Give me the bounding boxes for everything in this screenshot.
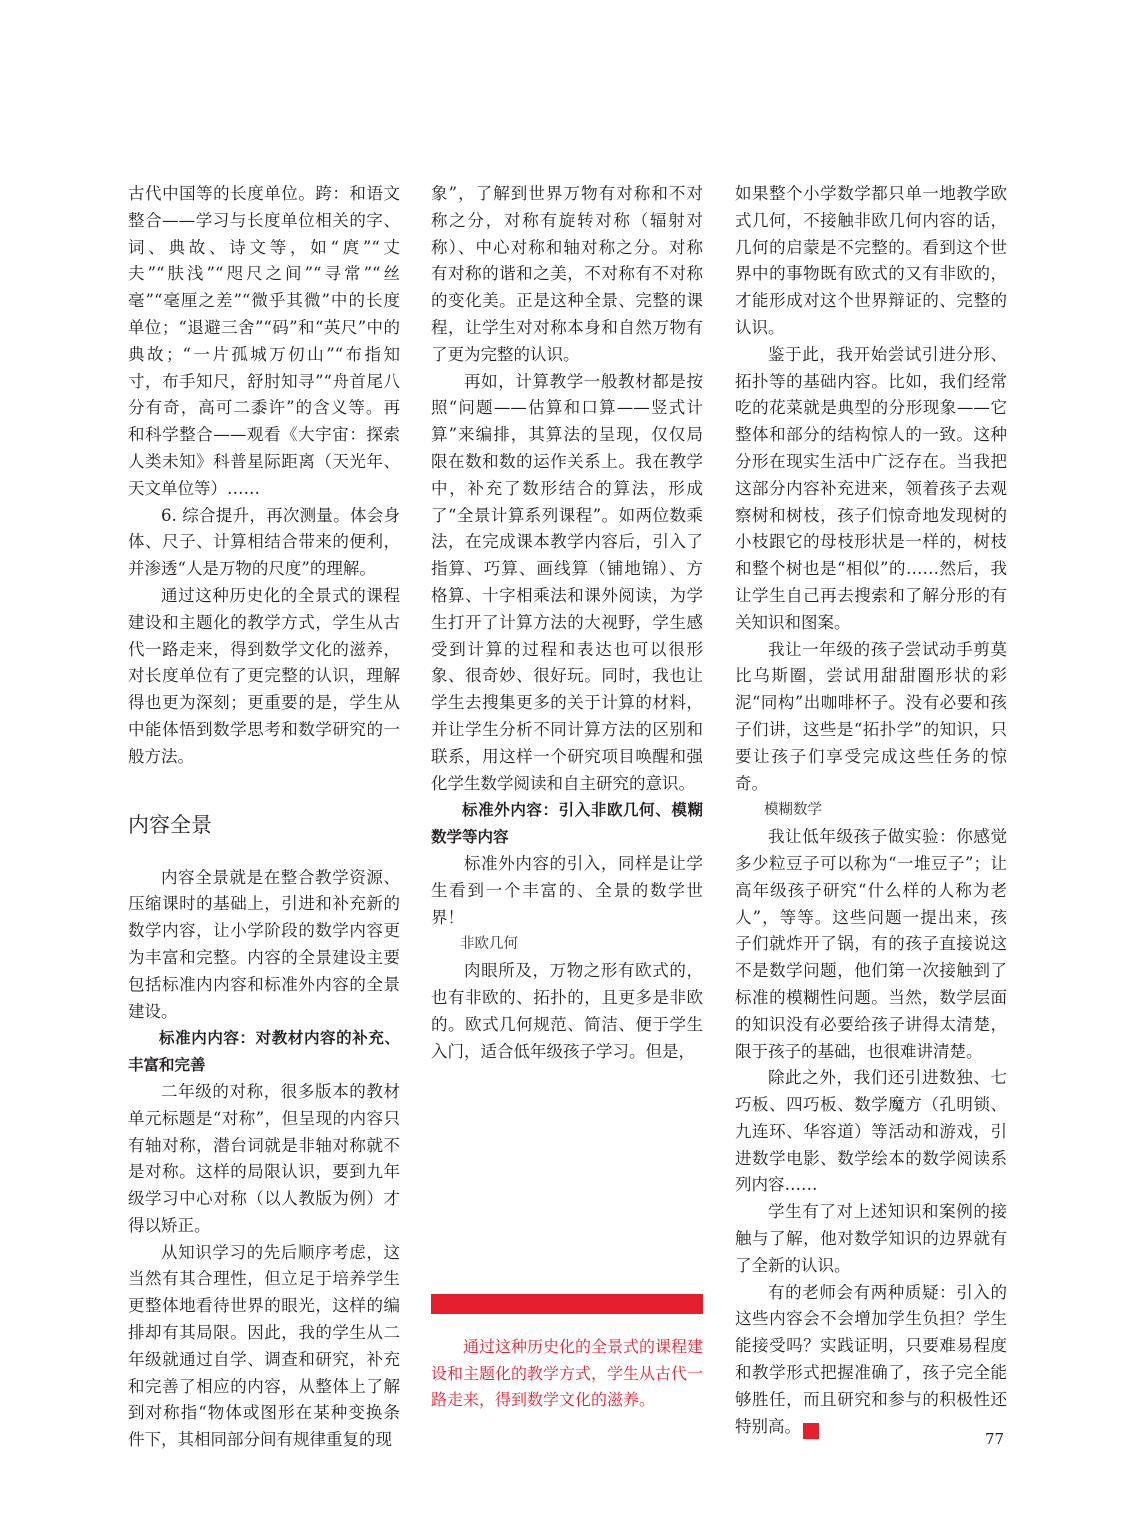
paragraph: 标准外内容的引入，同样是让学生看到一个丰富的、全景的数学世界！ (431, 853, 703, 927)
paragraph: 我让一年级的孩子尝试动手剪莫比乌斯圈，尝试用甜甜圈形状的彩泥“同构”出咖啡杯子。没有必要和孩子们讲，这些是“拓扑学”的知识，只要让孩子们享受完成这些任务的惊奇。 (735, 639, 1007, 793)
article-column-1 (128, 181, 400, 1454)
paragraph: 鉴于此，我开始尝试引进分形、拓扑等的基础内容。比如，我们经常吃的花菜就是典型的分形现象——它整体和部分的结构惊人的一致。这种分形在现实生活中广泛存在。当我把这部分内容补充进来，领着孩子去观察树和树枝，孩子们惊奇地发现树的小枝跟它的母枝形状是一样的，树枝和整个树也是“相似”的……然后，我让学生自己再去搜索和了解分形的有关知识和图案。 (735, 344, 1007, 632)
paragraph: 从知识学习的先后顺序考虑，这当然有其合理性，但立足于培养学生更整体地看待世界的眼光，这样的编排却有其局限。因此，我的学生从二年级就通过自学、调查和研究，补充和完善了相应的内容，从整体上了解到对称指“物体或图形在某种变换条件下，其相同部分间有规律重复的现 (128, 1242, 400, 1450)
paragraph: 学生有了对上述知识和案例的接触与了解，他对数学知识的边界就有了全新的认识。 (735, 1202, 1007, 1275)
paragraph: 如果整个小学数学都只单一地教学欧式几何，不接触非欧几何内容的话，几何的启蒙是不完整的。看到这个世界中的事物既有欧式的又有非欧的，才能形成对这个世界辩证的、完整的认识。 (735, 184, 1007, 337)
article-column-3 (735, 181, 1007, 1440)
paragraph: 肉眼所及，万物之形有欧式的，也有非欧的、拓扑的，且更多是非欧的。欧式几何规范、简洁、便于学生入门，适合低年级孩子学习。但是， (431, 961, 703, 1061)
paragraph: 古代中国等的长度单位。跨：和语文整合——学习与长度单位相关的字、词、典故、诗文等，如“庹”“丈夫”“肤浅”“咫尺之间”“寻常”“丝毫”“毫厘之差”“微乎其微”中的长度单位；“退避三舍”“码”和“英尺”中的典故；“一片孤城万仞山”“布指知寸，布手知尺，舒肘知寻”“舟首尾八分有奇，高可二黍许”的含义等。再和科学整合——观看《大宇宙：探索人类未知》科普星际距离（天光年、天文单位等）…… (128, 184, 400, 498)
minor-heading: 非欧几何 (460, 936, 518, 953)
paragraph: 内容全景就是在整合教学资源、压缩课时的基础上，引进和补充新的数学内容，让小学阶段的数学内容更为丰富和完整。内容的全景建设主要包括标准内内容和标准外内容的全景建设。 (128, 867, 400, 1021)
paragraph: 再如，计算教学一般教材都是按照“问题——估算和口算——竖式计算”来编排，其算法的呈现，仅仅局限在数和数的运作关系上。我在教学中，补充了数形结合的算法，形成了“全景计算系列课程”。如两位数乘法，在完成课本教学内容后，引入了指算、巧算、画线算（铺地锦）、方格算、十字相乘法和课外阅读，为学生打开了计算方法的大视野，学生感受到计算的过程和表达也可以很形象、很奇妙、很好玩。同时，我也让学生去搜集更多的关于计算的材料，并让学生分析不同计算方法的区别和联系，用这样一个研究项目唤醒和强化学生数学阅读和自主研究的意识。 (431, 371, 703, 793)
last-paragraph (735, 1280, 1007, 1441)
end-mark-icon: 家 (803, 1423, 819, 1439)
paragraph: 我让低年级孩子做实验：你感觉多少粒豆子可以称为“一堆豆子”；让高年级孩子研究“什么样的人称为老人”，等等。这些问题一提出来，孩子们就炸开了锅，有的孩子直接说这不是数学问题，他们第一次接触到了标准的模糊性问题。当然，数学层面的知识没有必要给孩子讲得太清楚，限于孩子的基础，也很难讲清楚。 (735, 827, 1007, 1061)
minor-heading: 模糊数学 (764, 802, 822, 819)
pull-quote-bar (431, 1294, 703, 1314)
paragraph: 除此之外，我们还引进数独、七巧板、四巧板、数学魔方（孔明锁、九连环、华容道）等活动和游戏，引进数学电影、数学绘本的数学阅读系列内容…… (735, 1068, 1007, 1195)
paragraph-text: 有的老师会有两种质疑：引入的这些内容会不会增加学生负担？学生能接受吗？实践证明，只要难易程度和教学形式把握准确了，孩子完全能够胜任，而且研究和参与的积极性还特别高。 (735, 1282, 1007, 1436)
paragraph: 通过这种历史化的全景式的课程建设和主题化的教学方式，学生从古代一路走来，得到数学文化的滋养，对长度单位有了更完整的认识，理解得也更为深刻；更重要的是，学生从中能体悟到数学思考和数学研究的一般方法。 (128, 585, 400, 766)
subheading: 标准外内容：引入非欧几何、模糊数学等内容 (431, 801, 703, 847)
page-number: 77 (985, 1430, 1005, 1448)
paragraph: 二年级的对称，很多版本的教材单元标题是“对称”，但呈现的内容只有轴对称，潜台词就是非轴对称就不是对称。这样的局限认识，要到九年级学习中心对称（以人教版为例）才得以矫正。 (128, 1081, 400, 1235)
article-column-2 (431, 181, 703, 1065)
pull-quote: 通过这种历史化的全景式的课程建设和主题化的教学方式，学生从古代一路走来，得到数学文化的滋养。 (431, 1337, 704, 1409)
paragraph: 象”，了解到世界万物有对称和不对称之分，对称有旋转对称（辐射对称）、中心对称和轴对称之分。对称有对称的谐和之美，不对称有不对称的变化美。正是这种全景、完整的课程，让学生对对称本身和自然万物有了更为完整的认识。 (431, 184, 703, 364)
section-title: 内容全景 (128, 812, 212, 837)
subheading: 标准内内容：对教材内容的补充、丰富和完善 (128, 1029, 400, 1075)
paragraph: 6. 综合提升，再次测量。体会身体、尺子、计算相结合带来的便利，并渗透“人是万物的尺度”的理解。 (128, 505, 400, 579)
